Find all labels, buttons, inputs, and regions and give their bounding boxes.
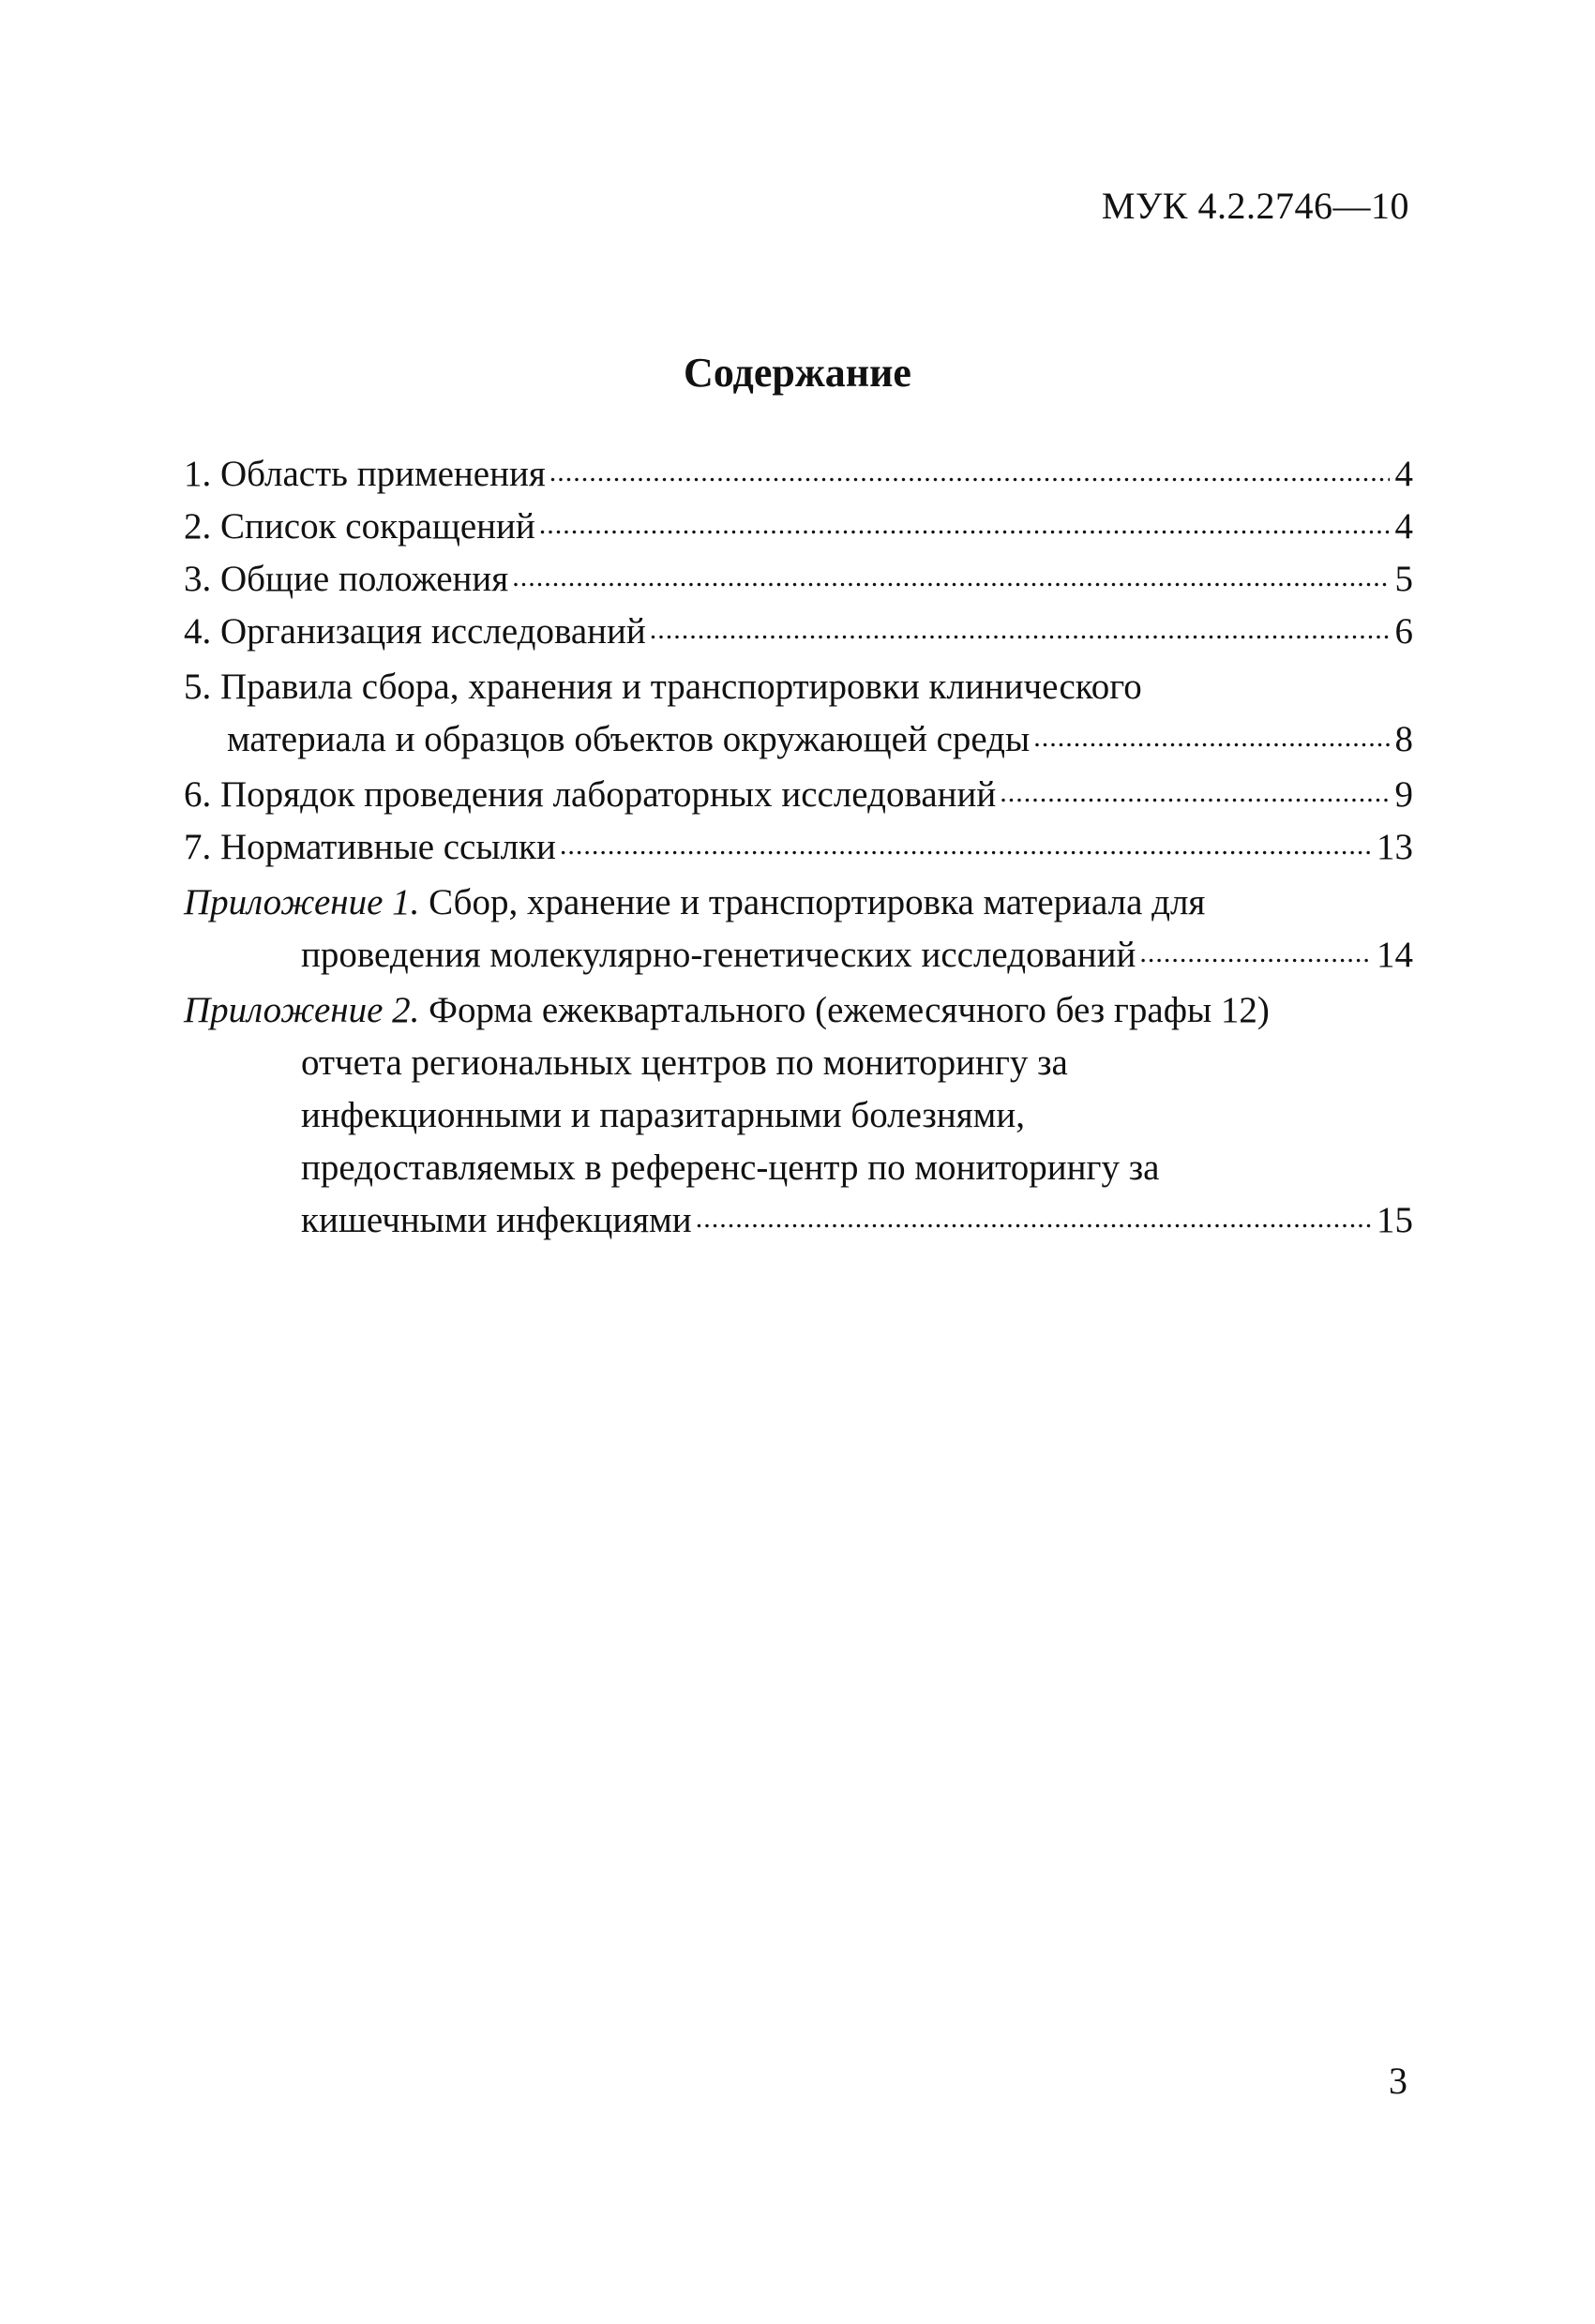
- toc-entry-title: 1. Область применения: [184, 454, 546, 494]
- appendix-label: Приложение 1.: [184, 882, 420, 922]
- appendix-label: Приложение 2.: [184, 990, 420, 1030]
- dot-leader: [512, 553, 1389, 591]
- toc-entry-title-line: инфекционными и паразитарными болезнями,: [301, 1095, 1025, 1135]
- table-of-contents: [184, 448, 1413, 1247]
- toc-entry-page: 4: [1394, 454, 1413, 494]
- toc-entry[interactable]: [184, 606, 1413, 658]
- toc-entry[interactable]: [184, 501, 1413, 553]
- dot-leader: [1000, 769, 1389, 806]
- dot-leader: [650, 606, 1390, 643]
- toc-entry[interactable]: [184, 448, 1413, 501]
- page-number: 3: [1389, 2060, 1407, 2102]
- toc-entry[interactable]: [184, 661, 1413, 766]
- toc-entry-appendix-1[interactable]: [184, 877, 1413, 982]
- toc-entry-page: 5: [1394, 559, 1413, 599]
- toc-entry-page: 6: [1394, 611, 1413, 652]
- toc-entry-page: 15: [1377, 1200, 1413, 1240]
- dot-leader: [560, 821, 1371, 859]
- toc-entry-page: 9: [1394, 774, 1413, 815]
- toc-entry-title: проведения молекулярно-генетических исследований: [301, 935, 1136, 975]
- toc-entry-title-line: 5. Правила сбора, хранения и транспортировки клинического: [184, 667, 1142, 707]
- toc-entry-title: 6. Порядок проведения лабораторных исследований: [184, 774, 997, 815]
- toc-entry-title: кишечными инфекциями: [301, 1200, 692, 1240]
- toc-entry-title-line: предоставляемых в референс-центр по мониторингу за: [301, 1147, 1160, 1188]
- toc-entry-appendix-2[interactable]: [184, 984, 1413, 1247]
- toc-entry[interactable]: [184, 821, 1413, 874]
- dot-leader: [539, 501, 1390, 538]
- toc-entry-page: 4: [1394, 506, 1413, 547]
- toc-entry-page: 8: [1394, 719, 1413, 759]
- toc-entry[interactable]: [184, 553, 1413, 606]
- dot-leader: [696, 1194, 1371, 1232]
- toc-entry-title: 4. Организация исследований: [184, 611, 646, 652]
- dot-leader: [1033, 713, 1389, 751]
- toc-title: Содержание: [684, 350, 911, 396]
- toc-entry-title-line: Сбор, хранение и транспортировка материала для: [429, 882, 1206, 922]
- dot-leader: [1139, 929, 1371, 967]
- toc-entry-title-line: Форма ежеквартального (ежемесячного без графы 12): [429, 990, 1270, 1030]
- toc-entry-title: 7. Нормативные ссылки: [184, 827, 556, 867]
- toc-entry-page: 14: [1377, 935, 1413, 975]
- toc-entry-title: 3. Общие положения: [184, 559, 509, 599]
- toc-entry-title: 2. Список сокращений: [184, 506, 535, 547]
- toc-entry-page: 13: [1377, 827, 1413, 867]
- toc-entry-title: материала и образцов объектов окружающей среды: [227, 719, 1031, 759]
- toc-entry[interactable]: [184, 769, 1413, 821]
- dot-leader: [549, 448, 1390, 486]
- toc-entry-title-line: отчета региональных центров по мониторингу за: [301, 1042, 1068, 1083]
- document-code: МУК 4.2.2746—10: [1101, 185, 1409, 227]
